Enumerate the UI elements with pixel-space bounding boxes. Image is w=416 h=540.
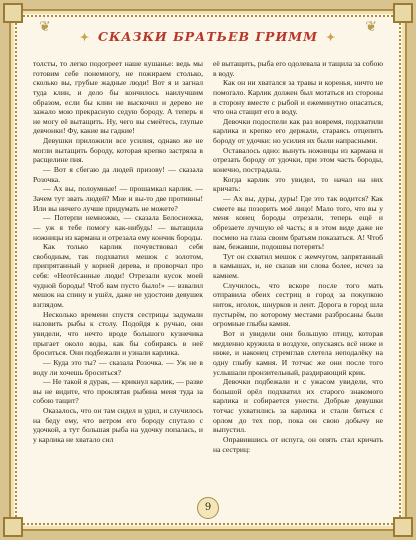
paragraph: Девушки приложили все усилия, однако же не могли вытащить бороду, которая крепко застряла в расщелине пня. — [33, 136, 203, 165]
paragraph: Оправившись от испуга, он опять стал кричать на сестриц: — [213, 434, 383, 454]
paragraph: Оставалось одно: вынуть ножницы из кармана и отрезать бороду от удочки, при этом часть бороды, конечно, пострадала. — [213, 145, 383, 175]
paragraph: Девочки подбежали и с ужасом увидели, что большой орёл подхватил их старого знакомого карлика и собирается унести. Добрые девушки тотчас ухватились за карлика и стали биться с орлом до тех пор, пока он свою добычу не выпустил. — [213, 377, 383, 435]
paragraph: — Вот я сбегаю да людей призову! — сказала Розочка. — [33, 165, 203, 184]
corner-ornament — [393, 517, 413, 537]
paragraph: Оказалось, что он там сидел и удил, и случилось на беду ему, что ветром его бороду спутало с удочкой, а тут большая рыба на удочку попалась, и у карлика не хватало сил — [33, 406, 203, 444]
right-column — [213, 59, 383, 491]
paragraph: — Не такой я дурак, — крикнул карлик, — разве вы не видите, что проклятая рыбина меня туда за собою тащит? — [33, 377, 203, 406]
page-footer — [9, 497, 407, 519]
paragraph: Как только карлик почувствовал себя свободным, так подхватил мешок с золотом, припрятанный у корней дерева, и проворчал про себя: «Неотёсанные люди! Отрезали кусок моей чудной бороды! Чтоб вам пусто было!» — взвалил мешок на спину и ушёл, даже не удостоив девушек взглядом. — [33, 242, 203, 310]
paragraph: — Ах вы, дуры, дуры! Где это так водится? Как смеете вы позорить моё лицо! Мало того, что вы у меня конец бороды отрезали, теперь ещё и обрезаете лучшую её часть; я в этом виде даже не посмею на глаза своим братьям показаться. А! Чтоб вам, бежавши, подошвы потерять! — [213, 193, 383, 252]
left-column — [33, 59, 203, 491]
ornament-icon: ✦ — [325, 31, 337, 44]
ornament-icon: ✦ — [79, 31, 91, 44]
page-number: 9 — [197, 497, 219, 519]
paragraph: её вытащить, рыба его одолевала и тащила за собою в воду. — [213, 59, 383, 78]
bird-ornament-icon: ❦ — [365, 20, 377, 35]
corner-ornament — [3, 3, 23, 23]
corner-ornament — [393, 3, 413, 23]
paragraph: Тут он схватил мешок с жемчугом, запрятанный в камышах, и, не сказав ни слова более, исчез за камнем. — [213, 251, 383, 281]
page-header — [9, 29, 407, 44]
paragraph: Случилось, что вскоре после того мать отправила обеих сестриц в город за покупкою ниток, иголок, шнурков и лент. Дорога в город шла пустырём, по которому местами разбросаны были огромные глыбы камня. — [213, 280, 383, 329]
bird-ornament-icon: ❦ — [39, 20, 51, 35]
paragraph: Вот и увидели они большую птицу, которая медленно кружила в воздухе, опускаясь всё ниже и ниже, и наконец стремглав слетела неподалёку на одну глыбу камня. И тотчас же они после того услышали пронзительный, раздирающий крик. — [213, 328, 383, 377]
paragraph: Как он ни хватался за травы и коренья, ничто не помогало. Карлик должен был мотаться из стороны в сторону вместе с рыбой и ежеминутно опасаться, что она стащит его в воду. — [213, 78, 383, 117]
paragraph: — Куда это ты? — сказала Розочка. — Уж не в воду ли хочешь броситься? — [33, 357, 203, 377]
paragraph: — Ах вы, полоумные! — прошамкал карлик. — Зачем тут звать людей? Мне и вы-то две противны! Или вы ничего лучше придумать не можете? — [33, 184, 203, 213]
paragraph: Когда карлик это увидел, то начал на них кричать: — [213, 174, 383, 194]
corner-ornament — [3, 517, 23, 537]
paragraph: Девочки подоспели как раз вовремя, подхватили карлика и крепко его держали, стараясь отцепить бороду от удочки: но усилия их были напрасными. — [213, 116, 383, 146]
text-body — [33, 59, 383, 491]
paragraph: Несколько времени спустя сестрицы задумали наловить рыбы к столу. Подойдя к ручью, они увидели, что нечто вроде большого кузнечика прыгает около воды, как бы собираясь в неё броситься. Они подбежали и узнали карлика. — [33, 309, 203, 358]
book-title: СКАЗКИ БРАТЬЕВ ГРИММ — [98, 29, 318, 44]
paragraph: толсты, то легко подогреет наше кушанье: ведь мы готовим себе понемногу, не пожираем столько, сколько вы, грубые жадные люди! Вот я и загнал туда клин, и дело бы кончилось наилучшим образом, если бы клин не выскочил и дерево не зажало мою прекрасную седую бороду. А теперь я не могу её вытащить. Ну, чего вы смеётесь, глупые девчонки! Фу, какие вы гадкие! — [33, 59, 203, 136]
paragraph: — Потерпи немножко, — сказала Белоснежка, — уж я тебе помогу как-нибудь! — вытащила ножницы из кармана и отрезала ему кончик бороды. — [33, 213, 203, 242]
